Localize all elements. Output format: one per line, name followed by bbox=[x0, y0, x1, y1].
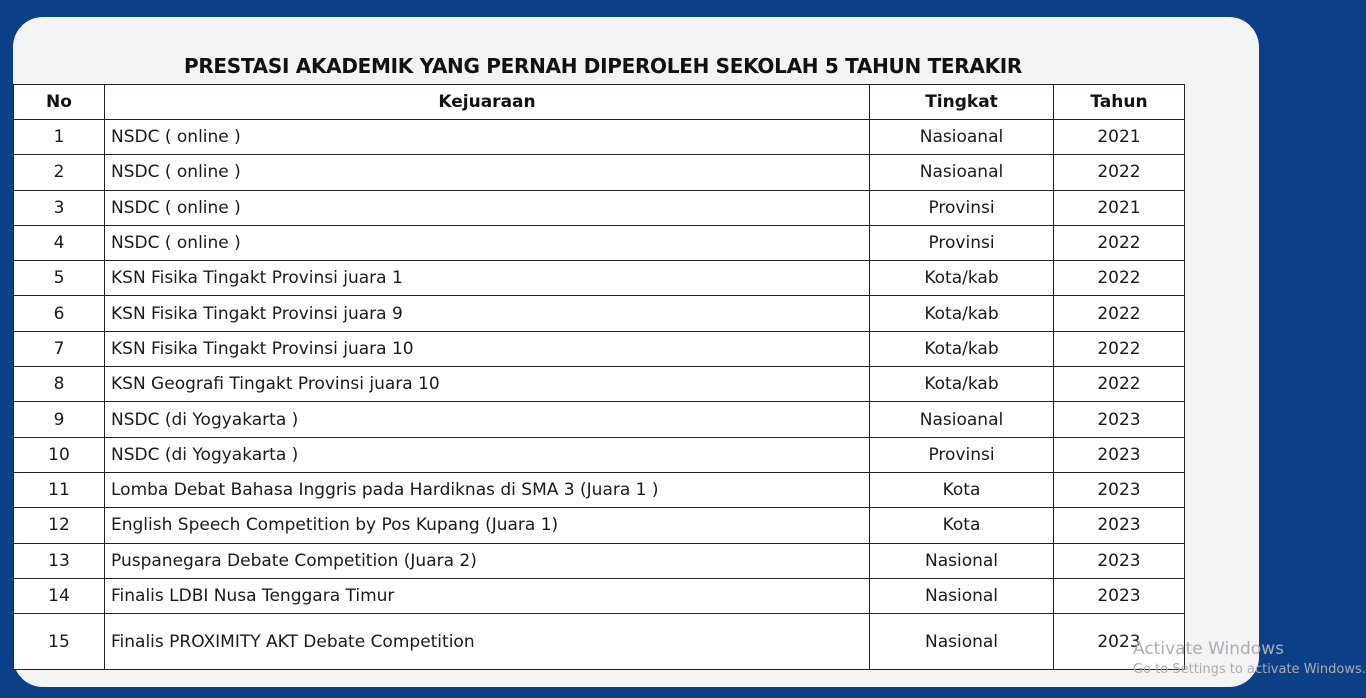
cell-kejuaraan: NSDC ( online ) bbox=[105, 190, 870, 225]
table-row bbox=[14, 614, 1185, 670]
cell-kejuaraan: Finalis LDBI Nusa Tenggara Timur bbox=[105, 578, 870, 613]
cell-no: 8 bbox=[14, 367, 105, 402]
cell-tingkat: Nasioanal bbox=[870, 155, 1054, 190]
header-no: No bbox=[14, 85, 105, 120]
cell-tahun: 2022 bbox=[1054, 155, 1185, 190]
cell-tingkat: Provinsi bbox=[870, 190, 1054, 225]
cell-kejuaraan: Finalis PROXIMITY AKT Debate Competition bbox=[105, 614, 870, 670]
table-row bbox=[14, 437, 1185, 472]
cell-kejuaraan: NSDC (di Yogyakarta ) bbox=[105, 402, 870, 437]
cell-no: 2 bbox=[14, 155, 105, 190]
cell-tingkat: Kota/kab bbox=[870, 296, 1054, 331]
table-row bbox=[14, 543, 1185, 578]
cell-tahun: 2023 bbox=[1054, 402, 1185, 437]
cell-tingkat: Nasional bbox=[870, 543, 1054, 578]
achievements-table bbox=[13, 84, 1185, 670]
cell-no: 4 bbox=[14, 225, 105, 260]
header-tingkat: Tingkat bbox=[870, 85, 1054, 120]
cell-no: 13 bbox=[14, 543, 105, 578]
cell-tingkat: Nasional bbox=[870, 614, 1054, 670]
cell-no: 1 bbox=[14, 120, 105, 155]
cell-no: 5 bbox=[14, 261, 105, 296]
cell-no: 12 bbox=[14, 508, 105, 543]
table-row bbox=[14, 367, 1185, 402]
cell-no: 9 bbox=[14, 402, 105, 437]
cell-no: 10 bbox=[14, 437, 105, 472]
cell-kejuaraan: NSDC ( online ) bbox=[105, 155, 870, 190]
table-row bbox=[14, 472, 1185, 507]
cell-tahun: 2021 bbox=[1054, 190, 1185, 225]
header-tahun: Tahun bbox=[1054, 85, 1185, 120]
table-row bbox=[14, 402, 1185, 437]
cell-kejuaraan: Puspanegara Debate Competition (Juara 2) bbox=[105, 543, 870, 578]
cell-tahun: 2022 bbox=[1054, 261, 1185, 296]
cell-tahun: 2023 bbox=[1054, 543, 1185, 578]
cell-tahun: 2021 bbox=[1054, 120, 1185, 155]
cell-tingkat: Nasioanal bbox=[870, 402, 1054, 437]
table-row bbox=[14, 190, 1185, 225]
table-row bbox=[14, 578, 1185, 613]
cell-kejuaraan: KSN Fisika Tingakt Provinsi juara 1 bbox=[105, 261, 870, 296]
cell-no: 15 bbox=[14, 614, 105, 670]
cell-tingkat: Kota/kab bbox=[870, 261, 1054, 296]
watermark-subtitle: Go to Settings to activate Windows. bbox=[1133, 662, 1366, 677]
cell-kejuaraan: NSDC ( online ) bbox=[105, 225, 870, 260]
cell-tahun: 2022 bbox=[1054, 331, 1185, 366]
cell-tingkat: Provinsi bbox=[870, 225, 1054, 260]
table-row bbox=[14, 120, 1185, 155]
cell-no: 6 bbox=[14, 296, 105, 331]
table-row bbox=[14, 331, 1185, 366]
cell-kejuaraan: KSN Fisika Tingakt Provinsi juara 10 bbox=[105, 331, 870, 366]
cell-no: 3 bbox=[14, 190, 105, 225]
header-kejuaraan: Kejuaraan bbox=[105, 85, 870, 120]
cell-kejuaraan: NSDC (di Yogyakarta ) bbox=[105, 437, 870, 472]
cell-tahun: 2022 bbox=[1054, 367, 1185, 402]
table-row bbox=[14, 225, 1185, 260]
watermark-title: Activate Windows bbox=[1133, 639, 1284, 659]
cell-tahun: 2023 bbox=[1054, 508, 1185, 543]
cell-tahun: 2022 bbox=[1054, 296, 1185, 331]
cell-kejuaraan: NSDC ( online ) bbox=[105, 120, 870, 155]
cell-tingkat: Kota bbox=[870, 472, 1054, 507]
cell-tingkat: Kota/kab bbox=[870, 331, 1054, 366]
cell-kejuaraan: Lomba Debat Bahasa Inggris pada Hardiknas di SMA 3 (Juara 1 ) bbox=[105, 472, 870, 507]
cell-no: 14 bbox=[14, 578, 105, 613]
table-row bbox=[14, 508, 1185, 543]
page-title: PRESTASI AKADEMIK YANG PERNAH DIPEROLEH SEKOLAH 5 TAHUN TERAKIR bbox=[183, 54, 1023, 78]
cell-kejuaraan: KSN Geografi Tingakt Provinsi juara 10 bbox=[105, 367, 870, 402]
cell-tahun: 2023 bbox=[1054, 578, 1185, 613]
cell-tahun: 2023 bbox=[1054, 437, 1185, 472]
table-header-row bbox=[14, 85, 1185, 120]
table-row bbox=[14, 155, 1185, 190]
cell-kejuaraan: English Speech Competition by Pos Kupang (Juara 1) bbox=[105, 508, 870, 543]
table-row bbox=[14, 261, 1185, 296]
cell-tahun: 2023 bbox=[1054, 614, 1185, 670]
cell-no: 11 bbox=[14, 472, 105, 507]
cell-kejuaraan: KSN Fisika Tingakt Provinsi juara 9 bbox=[105, 296, 870, 331]
cell-tingkat: Nasional bbox=[870, 578, 1054, 613]
cell-tahun: 2022 bbox=[1054, 225, 1185, 260]
cell-tahun: 2023 bbox=[1054, 472, 1185, 507]
cell-tingkat: Kota bbox=[870, 508, 1054, 543]
cell-tingkat: Kota/kab bbox=[870, 367, 1054, 402]
table-row bbox=[14, 296, 1185, 331]
cell-tingkat: Nasioanal bbox=[870, 120, 1054, 155]
cell-no: 7 bbox=[14, 331, 105, 366]
cell-tingkat: Provinsi bbox=[870, 437, 1054, 472]
